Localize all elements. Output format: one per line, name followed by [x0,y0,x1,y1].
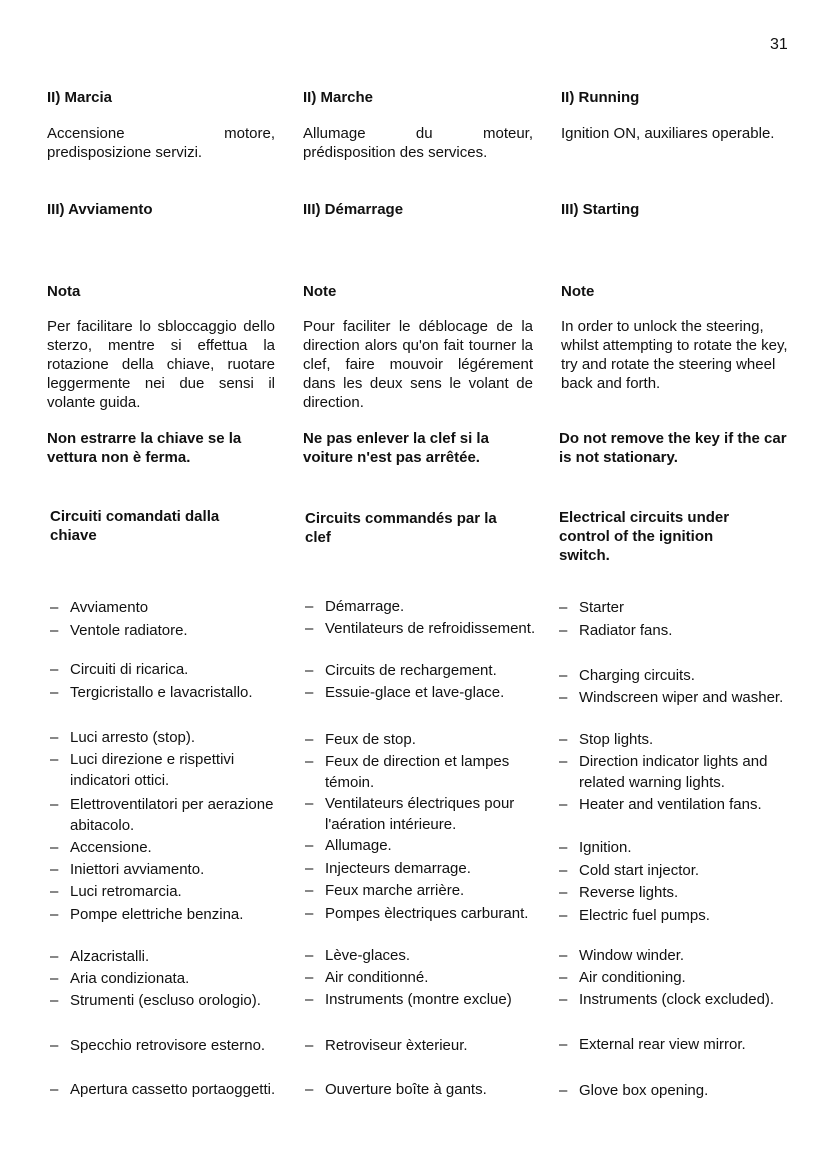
list-item: – Windscreen wiper and washer. [559,689,784,706]
section-heading-avviamento: III) Starting [561,201,640,218]
list-item: – Strumenti (escluso orologio). [50,992,261,1009]
note-heading: Nota [47,283,81,300]
list-item: – Ignition. [559,839,632,856]
note-text: Per facilitare lo sbloccaggio dello sterzo, mentre si effettua la rotazione della chiave, ruotare leggermente nei due sensi il volante guida. [47,318,275,411]
circuits-heading: Circuits commandés par la clef [305,510,497,546]
list-item: – Window winder. [559,947,685,964]
list-item: – Stop lights. [559,731,654,748]
warning-text: Non estrarre la chiave se la vettura non è ferma. [47,430,242,466]
list-item: – Ouverture boîte à gants. [305,1081,487,1098]
list-item: – Glove box opening. [559,1082,709,1099]
list-item: – Reverse lights. [559,884,679,901]
list-item: – Instruments (montre exclue) [305,991,512,1008]
list-item: – External rear view mirror. [559,1036,746,1053]
list-item: – Allumage. [305,837,392,854]
list-item: – Specchio retrovisore esterno. [50,1037,266,1054]
list-item: – Feux de direction et lampes témoin. [305,753,510,791]
list-item: – Heater and ventilation fans. [559,796,762,813]
section-heading-avviamento: III) Démarrage [303,201,404,218]
list-item: – Iniettori avviamento. [50,861,205,878]
page-number: 31 [770,36,788,53]
list-item: – Ventilateurs de refroidissement. [305,620,536,637]
list-item: – Radiator fans. [559,622,673,639]
warning-text: Do not remove the key if the car is not stationary. [559,430,787,466]
list-item: – Instruments (clock excluded). [559,991,775,1008]
note-text: Pour faciliter le déblocage de la direction alors qu'on fait tourner la clef, faire mouvoir légérement dans les deux sens le volant de direction. [303,318,533,411]
list-item: – Direction indicator lights and related warning lights. [559,753,768,791]
list-item: – Luci retromarcia. [50,883,182,900]
section-text-marcia: Accensione motore, predisposizione servizi. [47,125,275,161]
note-heading: Note [303,283,337,300]
section-heading-marcia: II) Running [561,89,640,106]
list-item: – Starter [559,599,625,616]
list-item: – Alzacristalli. [50,948,150,965]
circuits-heading: Electrical circuits under control of the ignition switch. [559,509,730,564]
list-item: – Pompes èlectriques carburant. [305,905,529,922]
list-item: – Luci direzione e rispettivi indicatori ottici. [50,751,235,789]
list-item: – Charging circuits. [559,667,695,684]
list-item: – Circuits de rechargement. [305,662,497,679]
list-item: – Circuiti di ricarica. [50,661,189,678]
circuits-heading: Circuiti comandati dalla chiave [50,508,220,544]
list-item: – Feux marche arrière. [305,882,465,899]
list-item: – Luci arresto (stop). [50,729,196,746]
list-item: – Avviamento [50,599,149,616]
list-item: – Apertura cassetto portaoggetti. [50,1081,276,1098]
section-heading-marcia: II) Marche [303,89,374,106]
note-heading: Note [561,283,595,300]
list-item: – Injecteurs demarrage. [305,860,471,877]
list-item: – Ventole radiatore. [50,622,188,639]
list-item: – Electric fuel pumps. [559,907,710,924]
section-heading-marcia: II) Marcia [47,89,113,106]
list-item: – Air conditionné. [305,969,429,986]
section-heading-avviamento: III) Avviamento [47,201,153,218]
section-text-marcia: Allumage du moteur, prédisposition des services. [303,125,533,161]
list-item: – Lève-glaces. [305,947,411,964]
list-item: – Cold start injector. [559,862,700,879]
list-item: – Feux de stop. [305,731,416,748]
list-item: – Pompe elettriche benzina. [50,906,244,923]
warning-text: Ne pas enlever la clef si la voiture n'est pas arrêtée. [303,430,489,466]
list-item: – Ventilateurs électriques pour l'aération intérieure. [305,795,515,833]
list-item: – Démarrage. [305,598,405,615]
list-item: – Retroviseur èxterieur. [305,1037,468,1054]
list-item: – Elettroventilatori per aerazione abitacolo. [50,796,274,834]
list-item: – Essuie-glace et lave-glace. [305,684,505,701]
section-text-marcia: Ignition ON, auxiliares operable. [561,125,775,142]
list-item: – Accensione. [50,839,152,856]
note-text: In order to unlock the steering, whilst attempting to rotate the key, try and rotate the steering wheel back and forth. [561,318,788,392]
list-item: – Air conditioning. [559,969,686,986]
list-item: – Tergicristallo e lavacristallo. [50,684,253,701]
list-item: – Aria condizionata. [50,970,190,987]
